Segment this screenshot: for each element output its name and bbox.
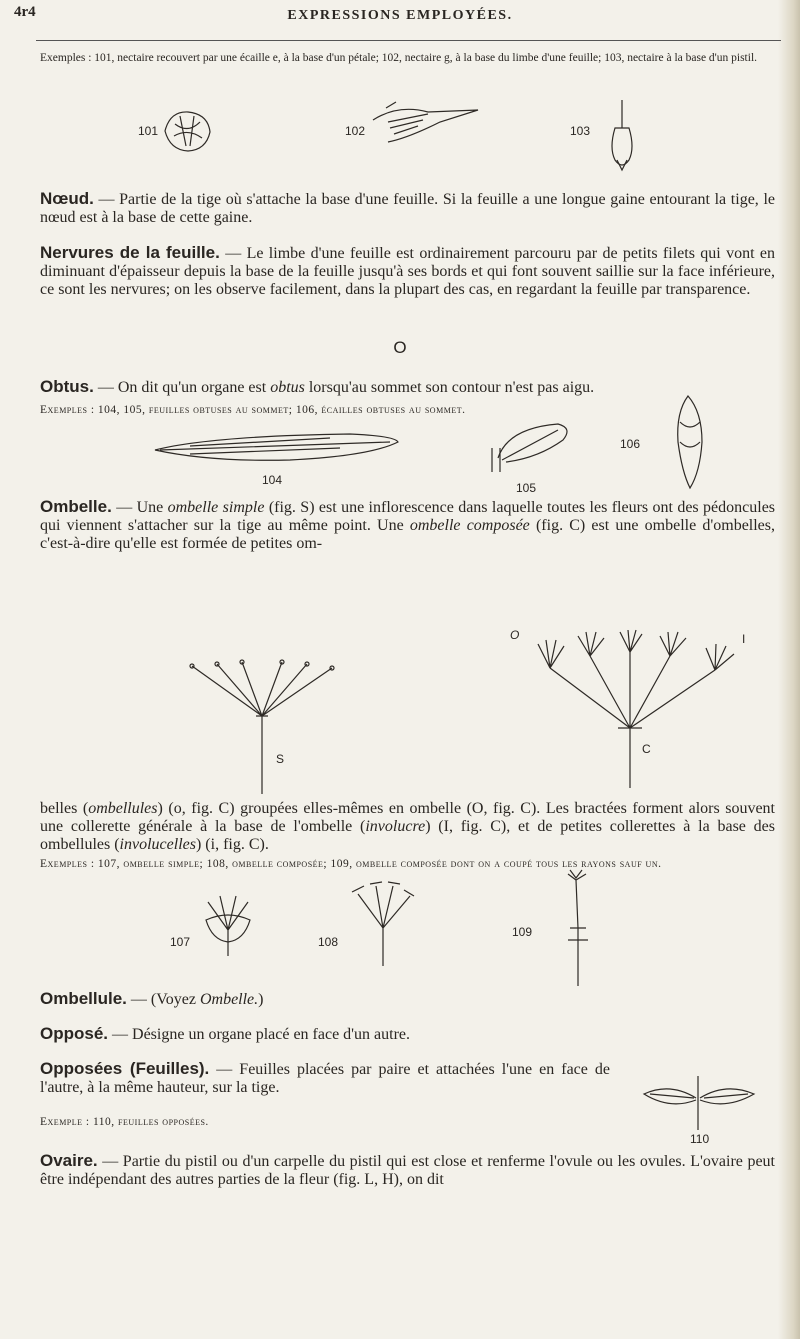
fig-110-opposite-leaves-illustration <box>640 1072 760 1137</box>
entry-noeud <box>40 190 775 227</box>
fig-104-obtuse-leaf-illustration <box>150 428 400 473</box>
def-nervures: — Le limbe d'une feuille est ordinairement parcouru par de petits filets qui vont en diminuant d'épaisseur depuis la base de la feuille jusqu'à ses bords et qui font souvent saillie sur la face inférieure, ce sont les nervures; on les observe facilement, dans la plupart des cas, en regardant la feuille par transparence. <box>40 245 776 298</box>
para-d: ) (i, fig. C). <box>195 836 269 853</box>
fig-102-leaf-nectary-illustration <box>368 100 483 155</box>
fig-109-umbel-single-ray-illustration <box>548 868 608 993</box>
fig-label-102: 102 <box>345 124 366 138</box>
para-a: belles ( <box>40 800 89 817</box>
entry-obtus <box>40 378 775 397</box>
opposees-examples: Exemple : 110, feuilles opposées. <box>40 1116 209 1128</box>
section-letter: O <box>393 338 407 357</box>
def-opposees: — Feuilles placées par paire et attachées l'une en face de l'autre, à la même hauteur, sur la tige. <box>40 1061 610 1096</box>
fig-label-107: 107 <box>170 935 191 949</box>
fig-label-103: 103 <box>570 124 591 138</box>
def-ombelle-b: (fig. S) est une inflorescence dans laquelle toutes les fleurs ont des pédoncules qui viennent s'attacher sur la tige au même point. Une <box>40 499 776 534</box>
def-ombelle-em2: ombelle composée <box>409 517 530 534</box>
entry-oppose <box>40 1025 775 1044</box>
header-rule <box>36 40 781 41</box>
def-oppose: — Désigne un organe placé en face d'un autre. <box>108 1026 411 1043</box>
def-ombellule-a: — (Voyez <box>126 991 200 1008</box>
def-ovaire: — Partie du pistil ou d'un carpelle du pistil qui est close et renferme l'ovule ou les ovules. L'ovaire peut être indépendant des autres parties de la fleur (fig. L, H), on dit <box>40 1153 775 1188</box>
entry-ombelle <box>40 498 775 553</box>
fig-label-106: 106 <box>620 437 641 451</box>
fig-label-108: 108 <box>318 935 339 949</box>
para-b: ) (o, fig. C) groupées elles-mêmes en ombelle (O, fig. C). Les bractées forment alors souvent une collerette générale à la base de l'ombelle ( <box>40 800 775 835</box>
fig-label-105: 105 <box>516 481 537 495</box>
fig-label-110: 110 <box>690 1132 710 1146</box>
term-noeud: Nœud. <box>40 189 94 208</box>
fig-s-simple-umbel-diagram <box>182 656 342 801</box>
term-opposees: Opposées (Feuilles). <box>40 1059 210 1078</box>
running-title: EXPRESSIONS EMPLOYÉES. <box>287 8 513 23</box>
fig-108-compound-umbel-illustration <box>348 878 418 973</box>
fig-label-101: 101 <box>138 124 159 138</box>
entry-opposees <box>40 1060 610 1097</box>
def-ombelle-c: (fig. C) est une ombelle d'ombelles, c'est-à-dire qu'elle est formée de petites om- <box>40 517 776 552</box>
fig-label-109: 109 <box>512 925 533 939</box>
page-number: 4r4 <box>14 4 36 20</box>
def-ombellule-b: ) <box>258 991 264 1008</box>
def-ombelle-em1: ombelle simple <box>167 499 265 516</box>
fig-107-simple-umbel-illustration <box>198 890 258 965</box>
term-obtus: Obtus. <box>40 377 94 396</box>
term-ovaire: Ovaire. <box>40 1151 98 1170</box>
entry-ombellules-continuation <box>40 800 775 854</box>
page-edge-shadow <box>778 0 800 1339</box>
def-ombelle-a: — Une <box>111 499 168 516</box>
def-noeud: — Partie de la tige où s'attache la base d'une feuille. Si la feuille a une longue gaine entourant la tige, le nœud est à la base de cette gaine. <box>40 191 775 226</box>
fig-row1-caption: Exemples : 101, nectaire recouvert par une écaille e, à la base d'un pétale; 102, nectaire g, à la base du limbe d'une feuille; 103, nectaire à la base d'un pistil. <box>40 52 758 64</box>
term-ombelle: Ombelle. <box>40 497 112 516</box>
fig-106-obtuse-scale-illustration <box>666 392 716 497</box>
ombelle-examples: Exemples : 107, ombelle simple; 108, ombelle composée; 109, ombelle composée dont on a coupé tous les rayons sauf un. <box>40 858 662 870</box>
fig-c-compound-umbel-diagram <box>520 628 750 803</box>
entry-ovaire <box>40 1152 775 1189</box>
def-obtus-b: lorsqu'au sommet son contour n'est pas aigu. <box>304 379 595 396</box>
def-ombellule-em: Ombelle. <box>199 991 259 1008</box>
para-em1: ombellules <box>88 800 158 817</box>
para-em2: involucre <box>365 818 426 835</box>
fig-label-c: C <box>642 742 651 756</box>
entry-nervures <box>40 244 775 299</box>
fig-105-obtuse-leaf-illustration <box>478 418 578 478</box>
fig-label-104: 104 <box>262 473 283 487</box>
def-obtus-a: — On dit qu'un organe est <box>93 379 271 396</box>
para-c: ) (I, fig. C), et de petites collerettes à la base des ombellules ( <box>40 818 776 853</box>
para-em3: involucelles <box>119 836 196 853</box>
obtus-examples: Exemples : 104, 105, feuilles obtuses au sommet; 106, écailles obtuses au sommet. <box>40 404 466 416</box>
term-oppose: Opposé. <box>40 1024 109 1043</box>
def-obtus-em: obtus <box>270 379 305 396</box>
entry-ombellule <box>40 990 775 1009</box>
fig-label-o: O <box>510 628 520 642</box>
fig-label-involucre: I <box>742 632 746 646</box>
term-ombellule: Ombellule. <box>40 989 127 1008</box>
term-nervures: Nervures de la feuille. <box>40 243 220 262</box>
fig-label-s: S <box>276 752 285 766</box>
fig-101-nectary-illustration <box>160 106 215 161</box>
fig-103-pistil-nectary-illustration <box>605 98 640 178</box>
